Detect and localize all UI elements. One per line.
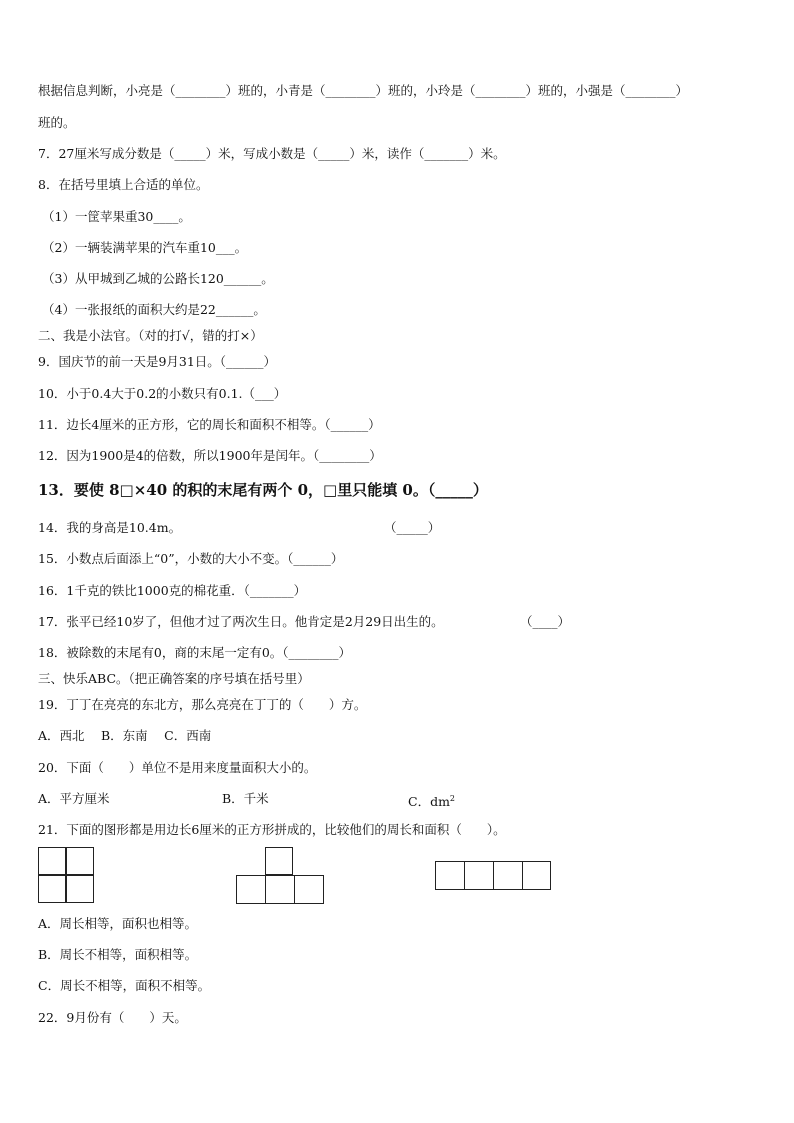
question-20-option-c: C．$dm^2$ [408,794,456,810]
question-10: 10．小于0.4大于0.2的小数只有0.1.（___） [38,386,287,401]
question-8-3: （3）从甲城到乙城的公路长120______。 [42,271,274,286]
grid-cell [265,847,293,875]
figure-square-2x2 [38,847,96,905]
question-22: 22．9月份有（ ）天。 [38,1010,187,1025]
grid-cell [38,847,66,875]
grid-cell [464,861,494,890]
grid-cell [66,875,94,903]
question-18: 18．被除数的末尾有0，商的末尾一定有0。（________） [38,645,352,660]
question-20: 20．下面（ ）单位不是用来度量面积大小的。 [38,760,317,775]
q6-continued-line: 根据信息判断，小亮是（________）班的，小青是（________）班的，小玲是（________）班的，小强是（________） [38,83,689,98]
question-8: 8．在括号里填上合适的单位。 [38,177,209,192]
question-21-option-b: B．周长不相等，面积相等。 [38,947,198,962]
grid-cell [435,861,465,890]
question-12: 12．因为1900是4的倍数，所以1900年是闰年。（________） [38,448,382,463]
question-7: 7．27厘米写成分数是（_____）米，写成小数是（_____）米，读作（_______）米。 [38,146,506,161]
grid-cell [38,875,66,903]
question-16: 16．1千克的铁比1000克的棉花重．（_______） [38,583,307,598]
section-3-heading: 三、快乐ABC。（把正确答案的序号填在括号里） [38,671,310,686]
question-11: 11．边长4厘米的正方形，它的周长和面积不相等。（______） [38,417,381,432]
question-14: 14．我的身高是10.4m。 [38,520,182,535]
question-14-blank: （_____） [384,520,441,535]
question-21: 21．下面的图形都是用边长6厘米的正方形拼成的，比较他们的周长和面积（ ）。 [38,822,506,837]
grid-cell [236,875,266,904]
grid-cell [265,875,295,904]
grid-cell [522,861,551,890]
question-19: 19．丁丁在亮亮的东北方，那么亮亮在丁丁的（ ）方。 [38,697,367,712]
question-8-2: （2）一辆装满苹果的汽车重10___。 [42,240,248,255]
question-17: 17．张平已经10岁了，但他才过了两次生日。他肯定是2月29日出生的。 [38,614,444,629]
figure-row-1x4 [435,861,551,890]
question-13: 13．要使 8□×40 的积的末尾有两个 0，□里只能填 0。（_____） [38,481,488,499]
section-2-heading: 二、我是小法官。（对的打√，错的打×） [38,328,263,343]
grid-cell [294,875,324,904]
grid-cell [493,861,523,890]
question-15: 15．小数点后面添上“0”，小数的大小不变。（______） [38,551,344,566]
question-17-blank: （____） [520,614,571,629]
question-9: 9．国庆节的前一天是9月31日。（______） [38,354,277,369]
superscript: 2 [449,794,456,803]
grid-cell [66,847,94,875]
question-8-4: （4）一张报纸的面积大约是22______。 [42,302,266,317]
q6-continued-line-2: 班的。 [38,115,76,130]
question-21-option-c: C．周长不相等，面积不相等。 [38,978,211,993]
question-20-option-b: B．千米 [222,791,269,806]
question-8-1: （1）一筐苹果重30____。 [42,209,191,224]
question-19-options: A．西北 B．东南 C．西南 [38,728,212,743]
figure-t-shape [236,847,324,905]
question-21-option-a: A．周长相等，面积也相等。 [38,916,198,931]
question-20-option-a: A．平方厘米 [38,791,110,806]
